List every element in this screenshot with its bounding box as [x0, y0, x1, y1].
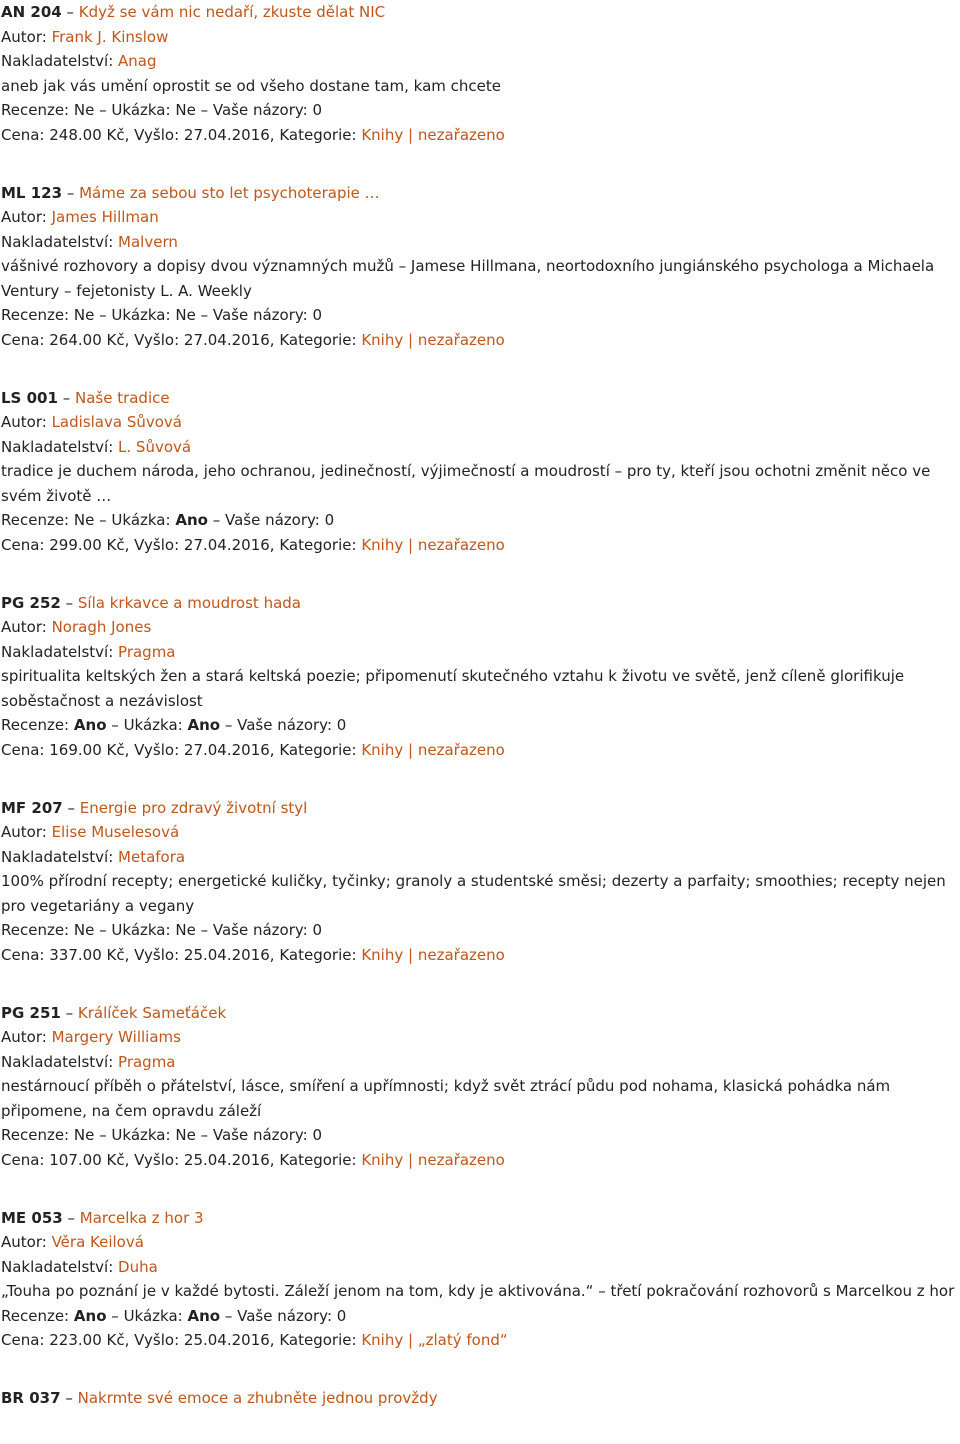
publisher-label: Nakladatelství:	[1, 642, 114, 661]
author-line	[1, 410, 959, 435]
publisher-label: Nakladatelství:	[1, 1052, 114, 1071]
author-label: Autor:	[1, 618, 47, 636]
category-link[interactable]: Knihy	[361, 330, 404, 349]
author-link[interactable]: Věra Keilová	[51, 1233, 144, 1251]
sample-value: Ne	[175, 101, 196, 119]
price-label: Cena:	[1, 330, 45, 349]
sample-value: Ne	[175, 306, 196, 324]
book-description: tradice je duchem národa, jeho ochranou, jedinečností, výjimečností a moudrostí – pro ty, kteří jsou ochotni změnit něco ve svém životě …	[1, 462, 931, 505]
book-entry	[1, 796, 959, 968]
price-value: 169.00	[49, 740, 102, 759]
category-label: Kategorie:	[279, 330, 357, 349]
dash: –	[200, 101, 209, 119]
price-label: Cena:	[1, 1331, 45, 1349]
price-line: Cena: 264.00 Kč, Vyšlo: 27.04.2016, Kategorie: Knihy | nezařazeno	[1, 330, 505, 349]
category-separator: |	[408, 1331, 414, 1349]
category-link[interactable]: Knihy	[361, 535, 404, 554]
category-link[interactable]: Knihy	[361, 945, 404, 964]
book-description: spiritualita keltských žen a stará keltská poezie; připomenutí skutečného vztahu k životu ve světě, jenž cíleně glorifikuje soběstačnost a nezávislost	[1, 667, 905, 710]
book-title-link[interactable]: Síla krkavce a moudrost hada	[77, 593, 301, 612]
book-title-link[interactable]: Když se vám nic nedaří, zkuste dělat NIC	[78, 3, 386, 21]
review-line	[1, 508, 959, 533]
currency: Kč	[106, 1150, 125, 1169]
currency: Kč	[106, 125, 125, 144]
category-separator: |	[408, 740, 414, 759]
opinions-label: Vaše názory:	[237, 716, 332, 734]
review-line	[1, 1304, 959, 1329]
price-value: 107.00	[49, 1150, 102, 1169]
review-line	[1, 98, 959, 123]
opinions-value: 0	[312, 921, 323, 939]
publisher-line	[1, 1050, 959, 1075]
opinions-value: 0	[336, 716, 347, 734]
category-separator: |	[408, 330, 414, 349]
released-label: Vyšlo:	[134, 330, 180, 349]
book-entry	[1, 1206, 959, 1353]
currency: Kč	[106, 740, 125, 759]
dash: –	[224, 1306, 233, 1325]
opinions-value: 0	[312, 101, 323, 119]
publisher-label: Nakladatelství:	[1, 232, 114, 251]
category-label: Kategorie:	[279, 535, 357, 554]
price-line: Cena: 248.00 Kč, Vyšlo: 27.04.2016, Kategorie: Knihy | nezařazeno	[1, 125, 505, 144]
released-label: Vyšlo:	[134, 945, 180, 964]
entry-heading	[1, 1206, 959, 1231]
book-title-link[interactable]: Naše tradice	[74, 388, 170, 407]
release-date: 27.04.2016	[183, 125, 270, 144]
dash: –	[111, 716, 119, 734]
book-code: MF 207	[1, 798, 63, 817]
sample-label: Ukázka:	[111, 306, 171, 324]
review-line	[1, 713, 959, 738]
category-link[interactable]: Knihy	[361, 1331, 404, 1349]
sample-value: Ano	[175, 511, 208, 529]
entry-heading	[1, 0, 959, 25]
category-label: Kategorie:	[279, 945, 357, 964]
author-label: Autor:	[1, 1028, 47, 1046]
price-line: Cena: 337.00 Kč, Vyšlo: 25.04.2016, Kategorie: Knihy | nezařazeno	[1, 945, 505, 964]
price-line: Cena: 223.00 Kč, Vyšlo: 25.04.2016, Kategorie: Knihy | „zlatý fond“	[1, 1331, 508, 1349]
book-description: vášnivé rozhovory a dopisy dvou významných mužů – Jamese Hillmana, neortodoxního jungiánského psychologa a Michaela Ventury – fejetonisty L. A. Weekly	[1, 257, 935, 300]
release-date: 25.04.2016	[183, 945, 270, 964]
review-value: Ne	[73, 511, 95, 529]
price-value: 337.00	[49, 945, 102, 964]
released-label: Vyšlo:	[134, 1331, 180, 1349]
dash: –	[65, 1003, 74, 1022]
category-label: Kategorie:	[279, 1150, 357, 1169]
subcategory-link[interactable]: nezařazeno	[417, 945, 505, 964]
release-date: 27.04.2016	[183, 535, 270, 554]
publisher-label: Nakladatelství:	[1, 847, 114, 866]
review-value: Ne	[73, 921, 95, 939]
book-title-link[interactable]: Energie pro zdravý životní styl	[79, 798, 308, 817]
review-label: Recenze:	[1, 511, 70, 529]
review-value: Ano	[73, 1306, 107, 1325]
price-label: Cena:	[1, 1150, 45, 1169]
opinions-label: Vaše názory:	[212, 101, 308, 119]
price-label: Cena:	[1, 535, 45, 554]
dash: –	[224, 716, 233, 734]
subcategory-link[interactable]: „zlatý fond“	[417, 1331, 508, 1349]
dash: –	[99, 921, 107, 939]
review-value: Ne	[73, 1126, 95, 1144]
book-code: AN 204	[1, 3, 62, 21]
review-label: Recenze:	[1, 101, 70, 119]
subcategory-link[interactable]: nezařazeno	[417, 535, 505, 554]
opinions-label: Vaše názory:	[212, 306, 308, 324]
book-entry	[1, 1386, 959, 1411]
publisher-line	[1, 845, 959, 870]
sample-value: Ne	[175, 1126, 196, 1144]
dash: –	[99, 1126, 107, 1144]
book-code: ML 123	[1, 183, 63, 202]
entry-heading	[1, 386, 959, 411]
publisher-link[interactable]: Pragma	[118, 1052, 176, 1071]
book-title-link[interactable]: Máme za sebou sto let psychoterapie …	[79, 183, 380, 202]
book-code: PG 251	[1, 1003, 61, 1022]
sample-value: Ano	[187, 1306, 221, 1325]
review-label: Recenze:	[1, 1306, 70, 1325]
author-label: Autor:	[1, 27, 47, 46]
entry-heading	[1, 796, 959, 821]
sample-label: Ukázka:	[111, 101, 171, 119]
publisher-line	[1, 1255, 959, 1280]
book-title-link[interactable]: Marcelka z hor 3	[79, 1208, 204, 1227]
author-link[interactable]: Ladislava Sůvová	[51, 413, 182, 431]
category-link[interactable]: Knihy	[361, 740, 404, 759]
released-label: Vyšlo:	[134, 740, 180, 759]
author-link[interactable]: Elise Muselesová	[51, 823, 180, 841]
sample-label: Ukázka:	[111, 1126, 171, 1144]
publisher-line	[1, 640, 959, 665]
currency: Kč	[106, 945, 125, 964]
sample-label: Ukázka:	[123, 716, 183, 734]
author-line	[1, 25, 959, 50]
dash: –	[200, 1126, 209, 1144]
author-line	[1, 1230, 959, 1255]
released-label: Vyšlo:	[134, 125, 180, 144]
price-line: Cena: 299.00 Kč, Vyšlo: 27.04.2016, Kategorie: Knihy | nezařazeno	[1, 535, 505, 554]
book-description: 100% přírodní recepty; energetické kuličky, tyčinky; granoly a studentské směsi; dezerty a parfaity; smoothies; recepty nejen pro vegetariány a vegany	[1, 872, 946, 915]
category-label: Kategorie:	[279, 1331, 357, 1349]
review-label: Recenze:	[1, 716, 70, 734]
released-label: Vyšlo:	[134, 535, 180, 554]
dash: –	[111, 1306, 119, 1325]
review-value: Ano	[73, 716, 107, 734]
opinions-label: Vaše názory:	[212, 921, 308, 939]
publisher-line	[1, 435, 959, 460]
publisher-link[interactable]: Malvern	[118, 232, 178, 251]
release-date: 27.04.2016	[183, 330, 270, 349]
dash: –	[99, 511, 107, 529]
author-line	[1, 820, 959, 845]
author-label: Autor:	[1, 1233, 47, 1251]
review-line	[1, 303, 959, 328]
dash: –	[66, 183, 75, 202]
author-label: Autor:	[1, 413, 47, 431]
author-line	[1, 1025, 959, 1050]
sample-label: Ukázka:	[123, 1306, 183, 1325]
subcategory-link[interactable]: nezařazeno	[417, 1150, 505, 1169]
released-label: Vyšlo:	[134, 1150, 180, 1169]
subcategory-link[interactable]: nezařazeno	[417, 125, 505, 144]
price-line: Cena: 107.00 Kč, Vyšlo: 25.04.2016, Kategorie: Knihy | nezařazeno	[1, 1150, 505, 1169]
publisher-link[interactable]: Duha	[118, 1257, 158, 1276]
entry-heading	[1, 1001, 959, 1026]
publisher-label: Nakladatelství:	[1, 1257, 114, 1276]
opinions-label: Vaše názory:	[225, 511, 320, 529]
dash: –	[67, 798, 75, 817]
review-line	[1, 918, 959, 943]
price-value: 264.00	[49, 330, 102, 349]
sample-label: Ukázka:	[111, 921, 171, 939]
sample-label: Ukázka:	[111, 511, 171, 529]
opinions-value: 0	[312, 306, 323, 324]
entry-heading	[1, 181, 959, 206]
opinions-label: Vaše názory:	[237, 1306, 332, 1325]
book-code: ME 053	[1, 1208, 63, 1227]
opinions-value: 0	[312, 1126, 323, 1144]
dash: –	[62, 388, 71, 407]
book-description: „Touha po poznání je v každé bytosti. Záleží jenom na tom, kdy je aktivována.“ – třetí pokračování rozhovorů s Marcelkou z hor	[1, 1282, 955, 1300]
book-description: aneb jak vás umění oprostit se od všeho dostane tam, kam chcete	[1, 76, 501, 95]
release-date: 25.04.2016	[183, 1331, 270, 1349]
author-link[interactable]: Margery Williams	[51, 1028, 181, 1046]
category-separator: |	[408, 535, 414, 554]
price-label: Cena:	[1, 125, 45, 144]
book-list	[1, 0, 959, 1444]
book-description: nestárnoucí příběh o přátelství, lásce, smíření a upřímnosti; když svět ztrácí půdu pod nohama, klasická pohádka nám připomene, na čem opravdu záleží	[1, 1077, 891, 1120]
sample-value: Ano	[187, 716, 221, 734]
subcategory-link[interactable]: nezařazeno	[417, 740, 505, 759]
book-code: PG 252	[1, 593, 61, 612]
price-label: Cena:	[1, 740, 45, 759]
dash: –	[200, 306, 209, 324]
author-link[interactable]: Frank J. Kinslow	[51, 27, 169, 46]
price-line: Cena: 169.00 Kč, Vyšlo: 27.04.2016, Kategorie: Knihy | nezařazeno	[1, 740, 505, 759]
release-date: 25.04.2016	[183, 1150, 270, 1169]
category-label: Kategorie:	[279, 125, 357, 144]
opinions-value: 0	[324, 511, 335, 529]
author-label: Autor:	[1, 823, 47, 841]
publisher-label: Nakladatelství:	[1, 52, 114, 70]
entry-heading	[1, 591, 959, 616]
price-value: 248.00	[49, 125, 102, 144]
author-link[interactable]: James Hillman	[51, 208, 159, 226]
dash: –	[65, 1389, 73, 1407]
price-label: Cena:	[1, 945, 45, 964]
opinions-label: Vaše názory:	[212, 1126, 308, 1144]
book-code: LS 001	[1, 388, 58, 407]
dash: –	[66, 3, 74, 21]
book-title-link[interactable]: Nakrmte své emoce a zhubněte jednou provždy	[77, 1389, 438, 1407]
currency: Kč	[106, 535, 125, 554]
publisher-label: Nakladatelství:	[1, 437, 114, 456]
opinions-value: 0	[336, 1306, 347, 1325]
publisher-link[interactable]: Metafora	[118, 847, 186, 866]
subcategory-link[interactable]: nezařazeno	[417, 330, 505, 349]
dash: –	[200, 921, 209, 939]
book-entry	[1, 0, 959, 147]
dash: –	[65, 593, 74, 612]
review-value: Ne	[73, 306, 95, 324]
book-entry	[1, 591, 959, 763]
publisher-link[interactable]: Anag	[118, 52, 157, 70]
release-date: 27.04.2016	[183, 740, 270, 759]
currency: Kč	[106, 1331, 125, 1349]
price-value: 223.00	[49, 1331, 102, 1349]
category-separator: |	[408, 125, 414, 144]
publisher-link[interactable]: Pragma	[118, 642, 176, 661]
review-line	[1, 1123, 959, 1148]
review-label: Recenze:	[1, 306, 70, 324]
category-separator: |	[408, 1150, 414, 1169]
author-link[interactable]: Noragh Jones	[51, 618, 152, 636]
currency: Kč	[106, 330, 125, 349]
author-label: Autor:	[1, 208, 47, 226]
category-link[interactable]: Knihy	[361, 125, 404, 144]
book-entry	[1, 386, 959, 558]
author-line	[1, 615, 959, 640]
price-value: 299.00	[49, 535, 102, 554]
author-line	[1, 205, 959, 230]
publisher-line	[1, 230, 959, 255]
publisher-line	[1, 49, 959, 74]
dash: –	[99, 101, 107, 119]
entry-heading	[1, 1386, 959, 1411]
category-separator: |	[408, 945, 414, 964]
review-label: Recenze:	[1, 1126, 70, 1144]
book-title-link[interactable]: Králíček Sameťáček	[77, 1003, 227, 1022]
dash: –	[99, 306, 107, 324]
book-entry	[1, 181, 959, 353]
review-value: Ne	[73, 101, 95, 119]
book-code: BR 037	[1, 1389, 61, 1407]
dash: –	[67, 1208, 75, 1227]
category-label: Kategorie:	[279, 740, 357, 759]
publisher-link[interactable]: L. Sůvová	[118, 437, 192, 456]
book-entry	[1, 1001, 959, 1173]
category-link[interactable]: Knihy	[361, 1150, 404, 1169]
sample-value: Ne	[175, 921, 196, 939]
dash: –	[212, 511, 221, 529]
review-label: Recenze:	[1, 921, 70, 939]
